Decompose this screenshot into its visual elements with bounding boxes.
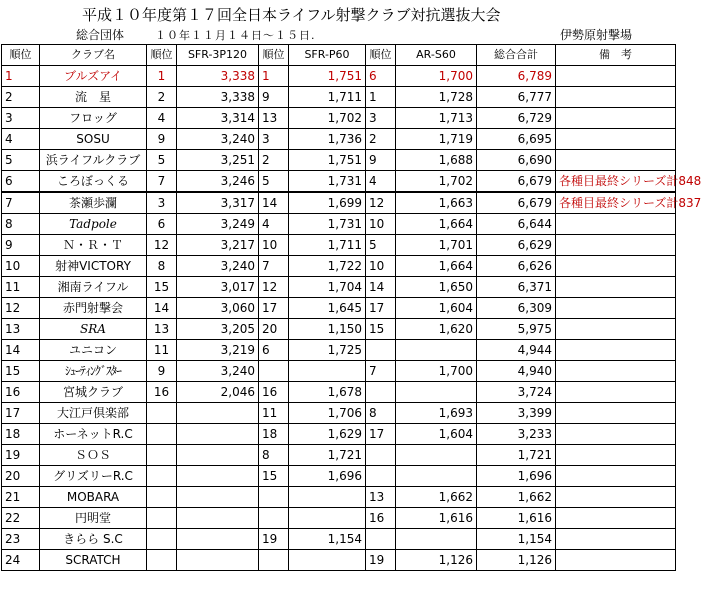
sfr-3p120-rank-cell (147, 529, 177, 550)
total-score-cell: 4,940 (477, 361, 556, 382)
ar-s60-rank-cell: 7 (366, 361, 396, 382)
table-row (2, 171, 676, 193)
sfr-p60-rank-cell (259, 550, 289, 571)
sfr-3p120-score-cell: 3,251 (177, 150, 259, 171)
col-header-notes: 備 考 (556, 45, 676, 66)
table-row (2, 382, 676, 403)
ar-s60-rank-cell: 10 (366, 256, 396, 277)
ar-s60-score-cell (396, 466, 477, 487)
ar-s60-score-cell: 1,693 (396, 403, 477, 424)
club-name-cell: ホーネットR.C (40, 424, 147, 445)
ar-s60-rank-cell: 19 (366, 550, 396, 571)
sfr-3p120-score-cell: 3,317 (177, 192, 259, 214)
total-score-cell: 5,975 (477, 319, 556, 340)
total-score-cell: 6,695 (477, 129, 556, 150)
sfr-3p120-score-cell (177, 424, 259, 445)
col-header-ar-s60: AR-S60 (396, 45, 477, 66)
sfr-3p120-rank-cell (147, 403, 177, 424)
ar-s60-score-cell: 1,700 (396, 361, 477, 382)
ar-s60-rank-cell: 10 (366, 214, 396, 235)
col-header-rank: 順位 (2, 45, 40, 66)
total-score-cell: 1,721 (477, 445, 556, 466)
sfr-p60-score-cell: 1,706 (289, 403, 366, 424)
rank-cell: 20 (2, 466, 40, 487)
sfr-p60-score-cell (289, 361, 366, 382)
ar-s60-rank-cell (366, 382, 396, 403)
sfr-3p120-score-cell (177, 466, 259, 487)
sfr-3p120-rank-cell: 11 (147, 340, 177, 361)
ar-s60-rank-cell: 14 (366, 277, 396, 298)
total-score-cell: 6,679 (477, 192, 556, 214)
total-score-cell: 6,629 (477, 235, 556, 256)
ar-s60-score-cell: 1,662 (396, 487, 477, 508)
sfr-p60-score-cell: 1,645 (289, 298, 366, 319)
club-name-cell: SRA (40, 319, 147, 340)
notes-cell (556, 319, 676, 340)
club-name-cell: ころぼっくる (40, 171, 147, 193)
sfr-3p120-rank-cell: 9 (147, 129, 177, 150)
sfr-p60-score-cell: 1,751 (289, 66, 366, 87)
table-row (2, 361, 676, 382)
notes-cell: 各種目最終シリーズ計837 (556, 192, 676, 214)
table-row (2, 87, 676, 108)
col-header-club: クラブ名 (40, 45, 147, 66)
sfr-p60-rank-cell (259, 361, 289, 382)
table-row (2, 466, 676, 487)
sfr-p60-rank-cell: 19 (259, 529, 289, 550)
col-header-rank-p60: 順位 (259, 45, 289, 66)
sfr-p60-rank-cell: 3 (259, 129, 289, 150)
ar-s60-score-cell: 1,728 (396, 87, 477, 108)
col-header-rank-3p: 順位 (147, 45, 177, 66)
sfr-p60-rank-cell: 16 (259, 382, 289, 403)
total-score-cell: 3,724 (477, 382, 556, 403)
table-row (2, 66, 676, 87)
sfr-3p120-rank-cell: 2 (147, 87, 177, 108)
club-name-cell: Tadpole (40, 214, 147, 235)
sfr-3p120-score-cell: 3,240 (177, 129, 259, 150)
ar-s60-rank-cell: 15 (366, 319, 396, 340)
sfr-3p120-score-cell (177, 550, 259, 571)
rank-cell: 13 (2, 319, 40, 340)
sfr-p60-rank-cell: 7 (259, 256, 289, 277)
ar-s60-rank-cell: 2 (366, 129, 396, 150)
notes-cell (556, 235, 676, 256)
sfr-3p120-score-cell: 3,240 (177, 256, 259, 277)
table-row (2, 256, 676, 277)
ar-s60-score-cell: 1,663 (396, 192, 477, 214)
ar-s60-rank-cell: 5 (366, 235, 396, 256)
rank-cell: 7 (2, 192, 40, 214)
sfr-p60-rank-cell: 15 (259, 466, 289, 487)
club-name-cell: 流 星 (40, 87, 147, 108)
sfr-3p120-rank-cell: 8 (147, 256, 177, 277)
rank-cell: 15 (2, 361, 40, 382)
sfr-3p120-score-cell: 3,017 (177, 277, 259, 298)
sfr-3p120-rank-cell: 7 (147, 171, 177, 193)
rank-cell: 22 (2, 508, 40, 529)
sfr-p60-rank-cell: 12 (259, 277, 289, 298)
sfr-3p120-score-cell: 3,338 (177, 66, 259, 87)
rank-cell: 23 (2, 529, 40, 550)
total-score-cell: 1,154 (477, 529, 556, 550)
club-name-cell: SOSU (40, 129, 147, 150)
col-header-rank-ar: 順位 (366, 45, 396, 66)
sfr-p60-rank-cell (259, 487, 289, 508)
ar-s60-rank-cell: 12 (366, 192, 396, 214)
sfr-3p120-rank-cell (147, 550, 177, 571)
sfr-3p120-rank-cell: 12 (147, 235, 177, 256)
ar-s60-score-cell (396, 340, 477, 361)
sfr-3p120-score-cell (177, 403, 259, 424)
sfr-p60-score-cell: 1,731 (289, 214, 366, 235)
total-score-cell: 1,696 (477, 466, 556, 487)
table-row (2, 150, 676, 171)
sfr-3p120-score-cell (177, 445, 259, 466)
ar-s60-rank-cell: 16 (366, 508, 396, 529)
sfr-p60-rank-cell: 4 (259, 214, 289, 235)
rank-cell: 9 (2, 235, 40, 256)
notes-cell (556, 487, 676, 508)
total-score-cell: 3,233 (477, 424, 556, 445)
club-name-cell: ブルズアイ (40, 66, 147, 87)
col-header-sfr-3p120: SFR-3P120 (177, 45, 259, 66)
sfr-p60-rank-cell: 2 (259, 150, 289, 171)
notes-cell (556, 529, 676, 550)
sfr-p60-rank-cell: 11 (259, 403, 289, 424)
notes-cell (556, 129, 676, 150)
sfr-p60-score-cell: 1,699 (289, 192, 366, 214)
notes-cell (556, 403, 676, 424)
ar-s60-rank-cell: 1 (366, 87, 396, 108)
sfr-3p120-rank-cell: 15 (147, 277, 177, 298)
table-row (2, 214, 676, 235)
page-title: 平成１０年度第１７回全日本ライフル射撃クラブ対抗選抜大会 (82, 6, 501, 24)
sfr-3p120-rank-cell: 1 (147, 66, 177, 87)
table-row (2, 529, 676, 550)
sfr-p60-rank-cell: 5 (259, 171, 289, 193)
sfr-p60-score-cell: 1,736 (289, 129, 366, 150)
sfr-p60-rank-cell: 17 (259, 298, 289, 319)
sfr-3p120-score-cell: 3,060 (177, 298, 259, 319)
sfr-p60-rank-cell (259, 508, 289, 529)
club-name-cell: 湘南ライフル (40, 277, 147, 298)
club-name-cell: 大江戸倶楽部 (40, 403, 147, 424)
table-row (2, 108, 676, 129)
col-header-total: 総合合計 (477, 45, 556, 66)
ar-s60-score-cell: 1,616 (396, 508, 477, 529)
rank-cell: 12 (2, 298, 40, 319)
table-row (2, 403, 676, 424)
notes-cell (556, 508, 676, 529)
total-score-cell: 6,679 (477, 171, 556, 193)
sfr-p60-score-cell: 1,711 (289, 235, 366, 256)
ar-s60-rank-cell (366, 529, 396, 550)
notes-cell (556, 298, 676, 319)
club-name-cell: 宮城クラブ (40, 382, 147, 403)
sfr-p60-score-cell: 1,722 (289, 256, 366, 277)
total-score-cell: 6,371 (477, 277, 556, 298)
rank-cell: 4 (2, 129, 40, 150)
sfr-3p120-rank-cell (147, 487, 177, 508)
sfr-p60-score-cell: 1,704 (289, 277, 366, 298)
total-score-cell: 1,616 (477, 508, 556, 529)
sfr-3p120-rank-cell: 16 (147, 382, 177, 403)
ar-s60-score-cell (396, 382, 477, 403)
club-name-cell: 浜ライフルクラブ (40, 150, 147, 171)
club-name-cell: 射神VICTORY (40, 256, 147, 277)
sfr-3p120-rank-cell: 4 (147, 108, 177, 129)
notes-cell (556, 550, 676, 571)
ar-s60-rank-cell: 17 (366, 298, 396, 319)
sfr-p60-score-cell: 1,629 (289, 424, 366, 445)
rank-cell: 14 (2, 340, 40, 361)
sfr-3p120-score-cell: 3,246 (177, 171, 259, 193)
rank-cell: 3 (2, 108, 40, 129)
rank-cell: 11 (2, 277, 40, 298)
sfr-p60-rank-cell: 9 (259, 87, 289, 108)
notes-cell (556, 361, 676, 382)
sfr-p60-rank-cell: 10 (259, 235, 289, 256)
ar-s60-score-cell: 1,604 (396, 298, 477, 319)
ar-s60-score-cell: 1,701 (396, 235, 477, 256)
rank-cell: 24 (2, 550, 40, 571)
notes-cell (556, 87, 676, 108)
ar-s60-score-cell (396, 529, 477, 550)
notes-cell (556, 256, 676, 277)
sfr-p60-score-cell (289, 487, 366, 508)
total-score-cell: 6,789 (477, 66, 556, 87)
sfr-3p120-rank-cell (147, 466, 177, 487)
total-score-cell: 1,662 (477, 487, 556, 508)
sfr-p60-rank-cell: 6 (259, 340, 289, 361)
ar-s60-rank-cell (366, 445, 396, 466)
sfr-3p120-rank-cell: 5 (147, 150, 177, 171)
sfr-p60-score-cell (289, 550, 366, 571)
table-row (2, 192, 676, 214)
table-row (2, 424, 676, 445)
sfr-3p120-score-cell (177, 529, 259, 550)
sfr-3p120-score-cell: 3,240 (177, 361, 259, 382)
notes-cell (556, 108, 676, 129)
total-score-cell: 6,626 (477, 256, 556, 277)
ar-s60-score-cell: 1,664 (396, 256, 477, 277)
ar-s60-rank-cell: 9 (366, 150, 396, 171)
sfr-p60-rank-cell: 8 (259, 445, 289, 466)
club-name-cell: きらら S.C (40, 529, 147, 550)
ar-s60-score-cell: 1,688 (396, 150, 477, 171)
results-body (2, 66, 701, 571)
rank-cell: 2 (2, 87, 40, 108)
sfr-3p120-rank-cell (147, 424, 177, 445)
ar-s60-rank-cell: 17 (366, 424, 396, 445)
ar-s60-rank-cell: 4 (366, 171, 396, 193)
table-row (2, 487, 676, 508)
notes-cell (556, 66, 676, 87)
ar-s60-score-cell: 1,719 (396, 129, 477, 150)
rank-cell: 1 (2, 66, 40, 87)
total-score-cell: 1,126 (477, 550, 556, 571)
col-header-sfr-p60: SFR-P60 (289, 45, 366, 66)
notes-cell (556, 424, 676, 445)
club-name-cell: 円明堂 (40, 508, 147, 529)
rank-cell: 19 (2, 445, 40, 466)
sfr-3p120-rank-cell (147, 445, 177, 466)
ar-s60-score-cell: 1,650 (396, 277, 477, 298)
ar-s60-rank-cell: 3 (366, 108, 396, 129)
ar-s60-rank-cell: 6 (366, 66, 396, 87)
rank-cell: 6 (2, 171, 40, 193)
sfr-3p120-rank-cell: 3 (147, 192, 177, 214)
table-row (2, 340, 676, 361)
ar-s60-score-cell (396, 445, 477, 466)
rank-cell: 21 (2, 487, 40, 508)
notes-cell (556, 340, 676, 361)
sfr-p60-score-cell: 1,721 (289, 445, 366, 466)
total-score-cell: 4,944 (477, 340, 556, 361)
total-score-cell: 6,777 (477, 87, 556, 108)
sfr-p60-rank-cell: 1 (259, 66, 289, 87)
ar-s60-rank-cell (366, 466, 396, 487)
sfr-3p120-rank-cell: 13 (147, 319, 177, 340)
total-score-cell: 6,644 (477, 214, 556, 235)
sfr-3p120-rank-cell: 6 (147, 214, 177, 235)
sfr-3p120-score-cell: 3,249 (177, 214, 259, 235)
sfr-3p120-score-cell: 3,314 (177, 108, 259, 129)
ar-s60-score-cell: 1,702 (396, 171, 477, 193)
ar-s60-score-cell: 1,126 (396, 550, 477, 571)
rank-cell: 16 (2, 382, 40, 403)
total-score-cell: 6,309 (477, 298, 556, 319)
sfr-p60-score-cell: 1,725 (289, 340, 366, 361)
table-row (2, 550, 676, 571)
sfr-3p120-score-cell (177, 487, 259, 508)
club-name-cell: フロッグ (40, 108, 147, 129)
ar-s60-score-cell: 1,713 (396, 108, 477, 129)
notes-cell (556, 382, 676, 403)
rank-cell: 10 (2, 256, 40, 277)
category-label: 総合団体 (76, 28, 125, 42)
sfr-3p120-score-cell: 3,217 (177, 235, 259, 256)
sfr-3p120-score-cell: 2,046 (177, 382, 259, 403)
table-row (2, 277, 676, 298)
notes-cell (556, 466, 676, 487)
rank-cell: 18 (2, 424, 40, 445)
table-row (2, 235, 676, 256)
notes-cell (556, 277, 676, 298)
sfr-3p120-rank-cell (147, 508, 177, 529)
total-score-cell: 6,690 (477, 150, 556, 171)
sfr-3p120-rank-cell: 9 (147, 361, 177, 382)
sfr-p60-score-cell: 1,696 (289, 466, 366, 487)
notes-cell: 各種目最終シリーズ計848 (556, 171, 676, 193)
sfr-p60-rank-cell: 14 (259, 192, 289, 214)
venue-label: 伊勢原射撃場 (560, 28, 633, 42)
header-row (2, 45, 676, 66)
club-name-cell: グリズリーR.C (40, 466, 147, 487)
sfr-p60-score-cell: 1,678 (289, 382, 366, 403)
sfr-3p120-score-cell: 3,338 (177, 87, 259, 108)
notes-cell (556, 445, 676, 466)
total-score-cell: 6,729 (477, 108, 556, 129)
sfr-p60-rank-cell: 18 (259, 424, 289, 445)
ar-s60-score-cell: 1,664 (396, 214, 477, 235)
notes-cell (556, 214, 676, 235)
club-name-cell: Ｎ・Ｒ・Ｔ (40, 235, 147, 256)
sfr-p60-score-cell (289, 508, 366, 529)
sfr-p60-score-cell: 1,711 (289, 87, 366, 108)
club-name-cell: ユニコン (40, 340, 147, 361)
ar-s60-rank-cell: 8 (366, 403, 396, 424)
table-row (2, 298, 676, 319)
ar-s60-score-cell: 1,700 (396, 66, 477, 87)
sfr-p60-score-cell: 1,751 (289, 150, 366, 171)
rank-cell: 5 (2, 150, 40, 171)
club-name-cell: 茶瀬歩瀾 (40, 192, 147, 214)
club-name-cell: 赤門射撃会 (40, 298, 147, 319)
results-table (1, 44, 701, 571)
sfr-p60-score-cell: 1,731 (289, 171, 366, 193)
notes-cell (556, 150, 676, 171)
table-row (2, 129, 676, 150)
sfr-p60-rank-cell: 20 (259, 319, 289, 340)
club-name-cell: ｼｭｰﾃｨﾝｸﾞｽﾀｰ (40, 361, 147, 382)
rank-cell: 17 (2, 403, 40, 424)
sfr-3p120-rank-cell: 14 (147, 298, 177, 319)
sfr-p60-score-cell: 1,702 (289, 108, 366, 129)
event-date: １０年１１月１４日～１５日. (155, 29, 316, 42)
club-name-cell: MOBARA (40, 487, 147, 508)
table-row (2, 508, 676, 529)
table-row (2, 319, 676, 340)
sfr-3p120-score-cell: 3,205 (177, 319, 259, 340)
table-row (2, 445, 676, 466)
sfr-p60-rank-cell: 13 (259, 108, 289, 129)
total-score-cell: 3,399 (477, 403, 556, 424)
sfr-p60-score-cell: 1,154 (289, 529, 366, 550)
club-name-cell: ＳＯＳ (40, 445, 147, 466)
ar-s60-rank-cell: 13 (366, 487, 396, 508)
ar-s60-rank-cell (366, 340, 396, 361)
ar-s60-score-cell: 1,604 (396, 424, 477, 445)
sfr-3p120-score-cell (177, 508, 259, 529)
rank-cell: 8 (2, 214, 40, 235)
sfr-p60-score-cell: 1,150 (289, 319, 366, 340)
club-name-cell: SCRATCH (40, 550, 147, 571)
ar-s60-score-cell: 1,620 (396, 319, 477, 340)
sfr-3p120-score-cell: 3,219 (177, 340, 259, 361)
